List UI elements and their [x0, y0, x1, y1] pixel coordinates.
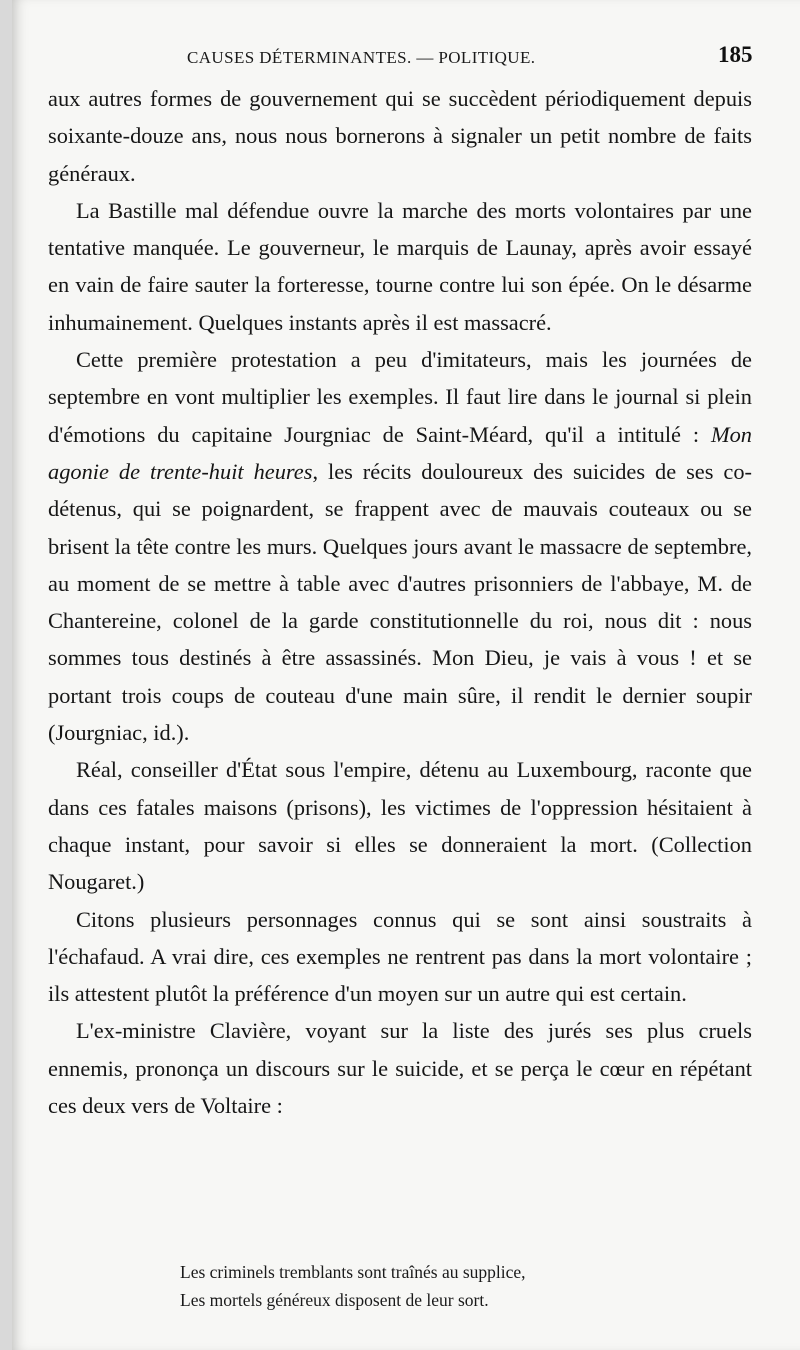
paragraph-1: aux autres formes de gouvernement qui se succèdent périodiquement depuis soixante-douze ans, nous nous bornerons à signaler un petit nombre de faits généraux.: [48, 86, 752, 186]
verse-line-2: Les mortels généreux disposent de leur sort.: [180, 1290, 489, 1310]
paragraph-3: [48, 341, 752, 751]
paragraph-4: Réal, conseiller d'État sous l'empire, détenu au Luxembourg, raconte que dans ces fatales maisons (prisons), les victimes de l'oppression hésitaient à chaque instant, pour savoir si elles se donneraient la mort. (Collection Nougaret.): [48, 757, 752, 895]
page-header: [12, 42, 800, 72]
paragraph-2: La Bastille mal défendue ouvre la marche des morts volontaires par une tentative manquée. Le gouverneur, le marquis de Launay, après avoir essayé en vain de faire sauter la forteresse, tourne contre lui son épée. On le désarme inhumainement. Quelques instants après il est massacré.: [48, 197, 752, 335]
paragraph-3-before: Cette première protestation a peu d'imitateurs, mais les journées de septembre en vont multiplier les exemples. Il faut lire dans le journal si plein d'émotions du capitaine Jourgniac de Saint-Méard, qu'il a intitulé :: [48, 347, 752, 447]
paragraph-5: Citons plusieurs personnages connus qui se sont ainsi soustraits à l'échafaud. A vrai dire, ces exemples ne rentrent pas dans la mort volontaire ; ils attestent plutôt la préférence d'un moyen sur un autre qui est certain.: [48, 906, 752, 1007]
journal-title: Mon agonie de trente-huit heures: [48, 421, 752, 484]
book-page: [12, 0, 800, 1350]
paragraph-3-after: , les récits douloureux des suicides de ses co-détenus, qui se poignardent, se frappent avec de mauvais couteaux ou se brisent la tête contre les murs. Quelques jours avant le massacre de septembre, au moment de se mettre à table avec d'autres prisonniers de l'abbaye, M. de Chantereine, colonel de la garde constitutionnelle du roi, nous dit : nous sommes tous destinés à être assassinés. Mon Dieu, je vais à vous ! et se portant trois coups de couteau d'une main sûre, il rendit le dernier soupir (Jourgniac, id.).: [48, 458, 752, 746]
body-text: [48, 80, 752, 1124]
verse-line-1: Les criminels tremblants sont traînés au supplice,: [180, 1262, 526, 1282]
paragraph-6: L'ex-ministre Clavière, voyant sur la liste des jurés ses plus cruels ennemis, prononça un discours sur le suicide, et se perça le cœur en répétant ces deux vers de Voltaire :: [48, 1018, 752, 1119]
running-title: CAUSES DÉTERMINANTES. — POLITIQUE.: [187, 48, 536, 67]
page-number: 185: [718, 42, 753, 67]
